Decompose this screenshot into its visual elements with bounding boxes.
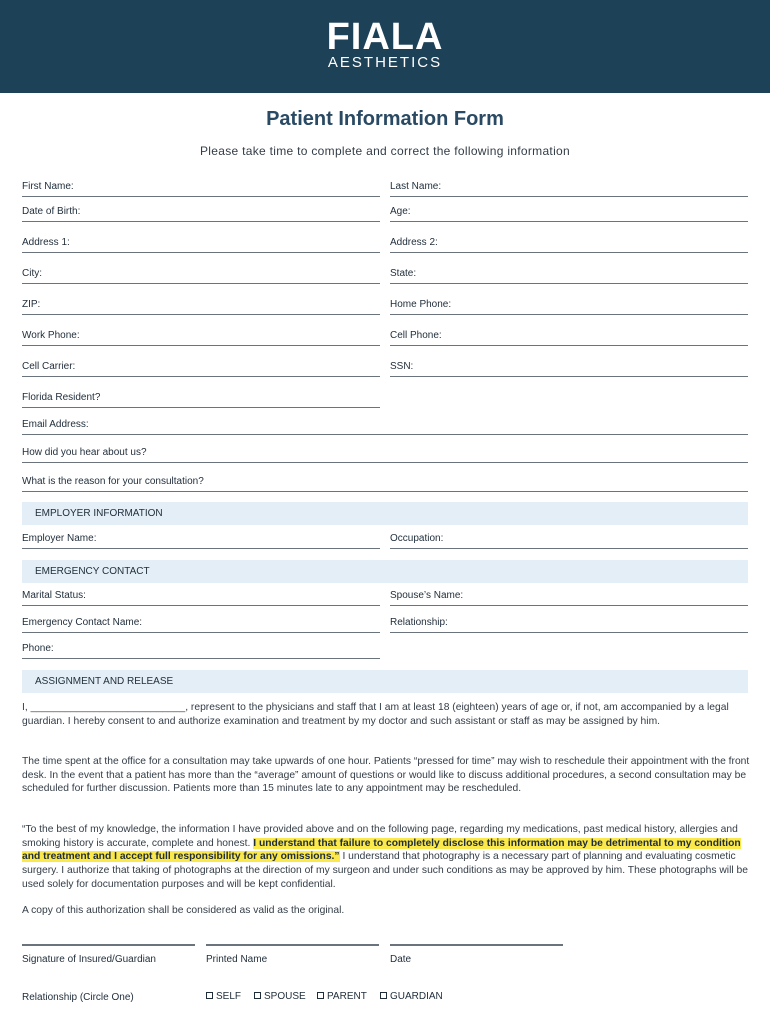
marital-status-label: Marital Status: [22, 590, 86, 601]
disclosure-text-start: “To the best of my knowledge, the information I have provided above and on the following page, regarding my medications, past medical history, allergies and smoking history is accurate, complete and honest. [22, 824, 738, 849]
address1-field[interactable] [22, 237, 380, 253]
relationship-option-guardian[interactable] [380, 991, 443, 1002]
age-label: Age: [390, 206, 411, 217]
consultation-time-paragraph: The time spent at the office for a consultation may take upwards of one hour. Patients “pressed for time” may wish to reschedule their appointment with the front desk. In the event that a patient has more than the “average” amount of questions or would like to discuss additional procedures, a second consultation may be scheduled for further discussion. Patients more than 15 minutes late to any appointment may be rescheduled. [22, 756, 750, 795]
address2-label: Address 2: [390, 237, 438, 248]
copy-validity-paragraph: A copy of this authorization shall be considered as valid as the original. [22, 905, 345, 916]
employer-name-field[interactable] [22, 533, 380, 549]
state-field[interactable] [390, 268, 748, 284]
first-name-field[interactable] [22, 181, 380, 197]
address2-field[interactable] [390, 237, 748, 253]
disclosure-paragraph [22, 823, 750, 892]
logo-sub-text: AESTHETICS [327, 54, 443, 71]
option-label: GUARDIAN [390, 991, 443, 1002]
state-label: State: [390, 268, 417, 279]
consent-paragraph: I, ___________________________, represent to the physicians and staff that I am at least 18 (eighteen) years of age or, if not, am accompanied by a legal guardian. I hereby consent to and authorize examination and treatment by my doctor and such assistant or staff as may be assigned by him. [22, 702, 729, 727]
florida-resident-label: Florida Resident? [22, 392, 101, 403]
marital-status-field[interactable] [22, 590, 380, 606]
dob-label: Date of Birth: [22, 206, 81, 217]
logo-main-text: FIALA [326, 16, 444, 58]
spouse-name-label: Spouse’s Name: [390, 590, 464, 601]
relationship-label: Relationship: [390, 617, 448, 628]
last-name-label: Last Name: [390, 181, 442, 192]
age-field[interactable] [390, 206, 748, 222]
email-label: Email Address: [22, 419, 89, 430]
checkbox-icon [317, 992, 324, 999]
relationship-field[interactable] [390, 617, 748, 633]
cell-carrier-label: Cell Carrier: [22, 361, 76, 372]
spouse-name-field[interactable] [390, 590, 748, 606]
relationship-option-parent[interactable] [317, 991, 367, 1002]
email-field[interactable] [22, 419, 748, 435]
occupation-field[interactable] [390, 533, 748, 549]
printed-name-label: Printed Name [206, 954, 268, 965]
option-label: PARENT [327, 991, 367, 1002]
disclosure-highlight: I understand that failure to completely disclose this information may be detrimental to my condition and treatment and I accept full responsibility for any omissions.” [22, 837, 741, 863]
cell-phone-field[interactable] [390, 330, 748, 346]
cell-carrier-field[interactable] [22, 361, 380, 377]
home-phone-label: Home Phone: [390, 299, 452, 310]
home-phone-field[interactable] [390, 299, 748, 315]
emergency-phone-label: Phone: [22, 643, 54, 654]
disclosure-text-end: I understand that photography is a necessary part of planning and evaluating cosmetic surgery. I authorize that taking of photographs at the direction of my surgeon and under such conditions as may be approved by him. These photographs will be used solely for documentation purposes and will be kept confidential. [22, 851, 748, 890]
emergency-section-heading: EMERGENCY CONTACT [22, 560, 748, 583]
cell-phone-label: Cell Phone: [390, 330, 442, 341]
city-field[interactable] [22, 268, 380, 284]
consult-reason-label: What is the reason for your consultation? [22, 476, 204, 487]
header-banner [0, 0, 770, 93]
consult-reason-field[interactable] [22, 476, 748, 492]
heard-about-field[interactable] [22, 447, 748, 463]
option-label: SPOUSE [264, 991, 306, 1002]
signature-line[interactable] [22, 944, 195, 946]
employer-section-heading: EMPLOYER INFORMATION [22, 502, 748, 525]
printed-name-line[interactable] [206, 944, 379, 946]
dob-field[interactable] [22, 206, 380, 222]
option-label: SELF [216, 991, 242, 1002]
checkbox-icon [380, 992, 387, 999]
date-label: Date [390, 954, 412, 965]
last-name-field[interactable] [390, 181, 748, 197]
signature-label: Signature of Insured/Guardian [22, 954, 156, 965]
fiala-logo [0, 18, 770, 71]
address1-label: Address 1: [22, 237, 70, 248]
relationship-option-self[interactable] [206, 991, 241, 1002]
zip-label: ZIP: [22, 299, 41, 310]
emergency-contact-name-field[interactable] [22, 617, 380, 633]
emergency-contact-name-label: Emergency Contact Name: [22, 617, 143, 628]
occupation-label: Occupation: [390, 533, 444, 544]
assignment-section-heading: ASSIGNMENT AND RELEASE [22, 670, 748, 693]
date-line[interactable] [390, 944, 563, 946]
work-phone-field[interactable] [22, 330, 380, 346]
form-title: Patient Information Form [266, 108, 504, 130]
zip-field[interactable] [22, 299, 380, 315]
checkbox-icon [254, 992, 261, 999]
employer-name-label: Employer Name: [22, 533, 97, 544]
city-label: City: [22, 268, 42, 279]
first-name-label: First Name: [22, 181, 74, 192]
work-phone-label: Work Phone: [22, 330, 80, 341]
ssn-label: SSN: [390, 361, 414, 372]
relationship-circle-label: Relationship (Circle One) [22, 992, 134, 1003]
ssn-field[interactable] [390, 361, 748, 377]
form-subtitle: Please take time to complete and correct the following information [200, 144, 570, 158]
florida-resident-field[interactable] [22, 392, 380, 408]
emergency-phone-field[interactable] [22, 643, 380, 659]
relationship-option-spouse[interactable] [254, 991, 306, 1002]
checkbox-icon [206, 992, 213, 999]
heard-about-label: How did you hear about us? [22, 447, 147, 458]
